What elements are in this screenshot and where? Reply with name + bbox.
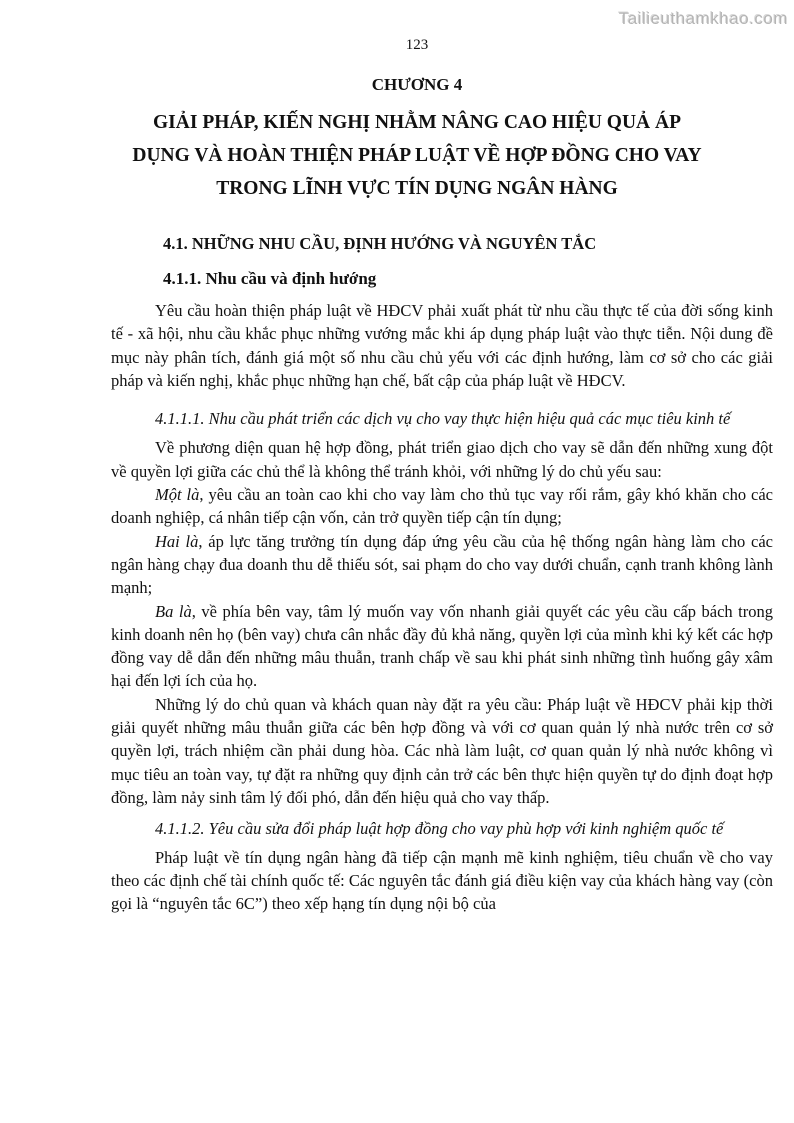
section-heading-4-1: 4.1. NHỮNG NHU CẦU, ĐỊNH HƯỚNG VÀ NGUYÊN TẮC — [163, 234, 597, 253]
paragraph-5-lead: Ba là — [155, 601, 192, 621]
paragraph-6: Những lý do chủ quan và khách quan này đặt ra yêu cầu: Pháp luật về HĐCV phải kịp thời giải quyết những mâu thuẫn giữa các bên hợp đồng và với cơ quan quản lý nhà nước trên cơ sở quyền lợi, trách nhiệm cần phải dung hòa. Các nhà làm luật, cơ quan quản lý nhà nước không vì mục tiêu an toàn vay, tự đặt ra những quy định cản trở các bên thực hiện quyền tự do định đoạt hợp đồng, làm nảy sinh tâm lý đối phó, dẫn đến hiệu quả cho vay thấp. — [111, 694, 773, 807]
paragraph-3-text: , yêu cầu an toàn cao khi cho vay làm cho thủ tục vay rối rắm, gây khó khăn cho các doanh nghiệp, cá nhân tiếp cận vốn, cản trở quyền tiếp cận tín dụng; — [111, 485, 773, 528]
watermark-text: Tailieuthamkhao.com — [618, 9, 788, 28]
paragraph-2: Về phương diện quan hệ hợp đồng, phát triển giao dịch cho vay sẽ dẫn đến những xung đột về quyền lợi giữa các chủ thể là không thể tránh khỏi, với những lý do chủ yếu sau: — [111, 438, 773, 481]
paragraph-4 — [111, 530, 773, 600]
section-heading-4-1-1: 4.1.1. Nhu cầu và định hướng — [163, 269, 377, 288]
paragraph-3-lead: Một là — [155, 485, 200, 505]
chapter-title-line-3: TRONG LĨNH VỰC TÍN DỤNG NGÂN HÀNG — [216, 178, 618, 199]
paragraph-5-text: , về phía bên vay, tâm lý muốn vay vốn nhanh giải quyết các yêu cầu cấp bách trong kinh doanh nên họ (bên vay) chưa cân nhắc đầy đủ khả năng, quyền lợi của mình khi ký kết các hợp đồng vay dễ dẫn đến những mâu thuẫn, tranh chấp về sau khi phát sinh những tình huống gây xâm hại đến lợi ích của họ. — [111, 601, 774, 691]
section-heading-4-1-1-1: 4.1.1.1. Nhu cầu phát triển các dịch vụ cho vay thực hiện hiệu quả các mục tiêu kinh tế — [155, 409, 731, 429]
chapter-title-line-2: DỤNG VÀ HOÀN THIỆN PHÁP LUẬT VỀ HỢP ĐỒNG CHO VAY — [132, 145, 702, 166]
page-number: 123 — [405, 37, 429, 53]
document-body — [111, 233, 773, 915]
paragraph-5 — [111, 600, 773, 693]
paragraph-7: Pháp luật về tín dụng ngân hàng đã tiếp cận mạnh mẽ kinh nghiệm, tiêu chuẩn về cho vay theo các định chế tài chính quốc tế: Các nguyên tắc đánh giá điều kiện vay của khách hàng vay (còn gọi là “nguyên tắc 6C”) theo xếp hạng tín dụng nội bộ của — [111, 847, 773, 914]
section-heading-4-1-1-2: 4.1.1.2. Yêu cầu sửa đổi pháp luật hợp đồng cho vay phù hợp với kinh nghiệm quốc tế — [155, 819, 724, 839]
chapter-label: CHƯƠNG 4 — [371, 75, 463, 94]
chapter-title — [40, 106, 794, 205]
paragraph-1: Yêu cầu hoàn thiện pháp luật về HĐCV phải xuất phát từ nhu cầu thực tế của đời sống kinh tế - xã hội, nhu cầu khắc phục những vướng mắc khi áp dụng pháp luật vào thực tiễn. Nội dung đề mục này phân tích, đánh giá một số nhu cầu chủ yếu với các định hướng, làm cơ sở cho các giải pháp và kiến nghị, khắc phục những hạn chế, bất cập của pháp luật về HĐCV. — [111, 301, 773, 390]
paragraph-4-text: , áp lực tăng trưởng tín dụng đáp ứng yêu cầu của hệ thống ngân hàng làm cho các ngân hàng chạy đua doanh thu dễ thiếu sót, sai phạm do cho vay dưới chuẩn, cạnh tranh không lành mạnh; — [111, 531, 773, 598]
paragraph-4-lead: Hai là — [155, 531, 199, 551]
paragraph-3 — [111, 483, 773, 530]
page-header — [40, 0, 794, 205]
chapter-title-line-1: GIẢI PHÁP, KIẾN NGHỊ NHẰM NÂNG CAO HIỆU QUẢ ÁP — [153, 112, 681, 133]
